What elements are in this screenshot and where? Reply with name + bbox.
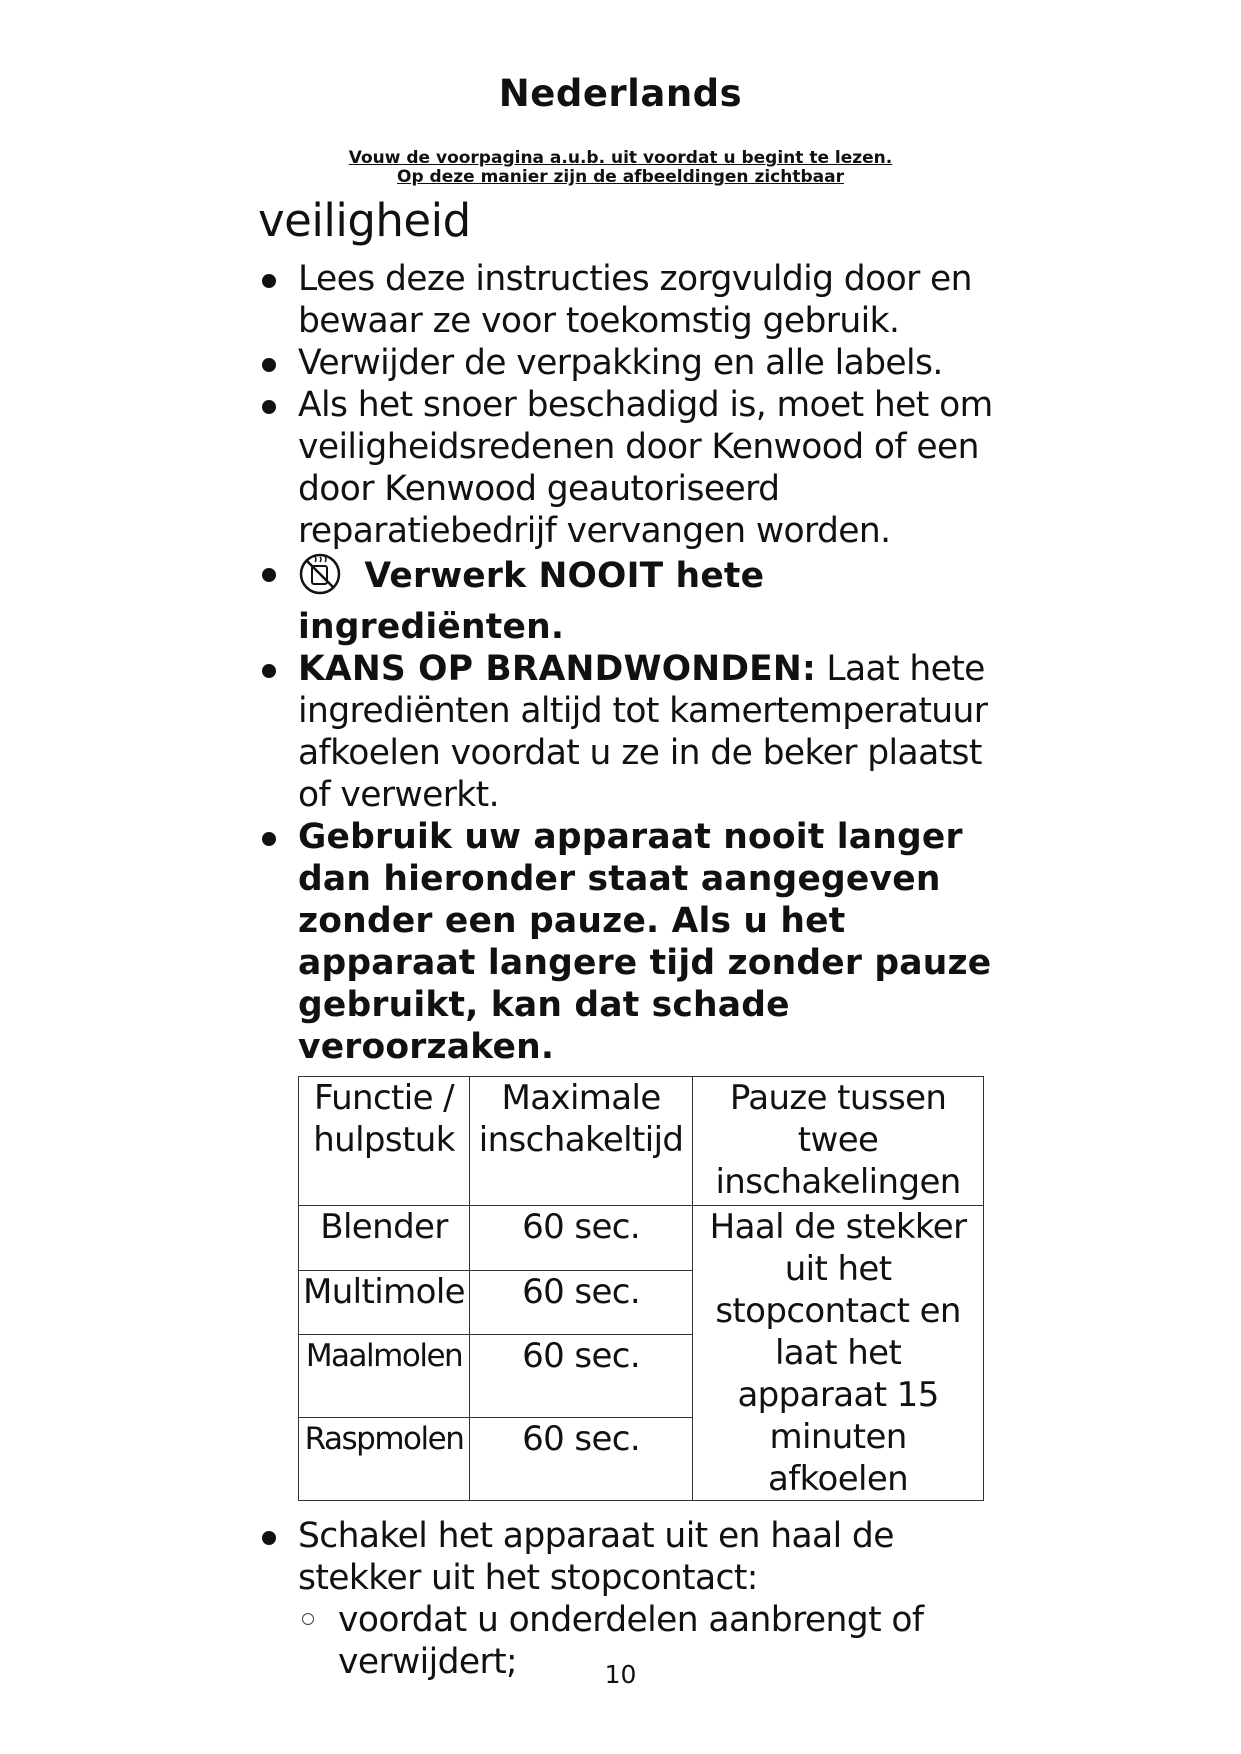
- list-item: [258, 816, 998, 1068]
- cell-time: 60 sec.: [470, 1270, 693, 1335]
- table-header-row: [299, 1077, 984, 1206]
- list-item: [258, 258, 998, 342]
- language-title: Nederlands: [498, 72, 743, 115]
- bullet-icon: [262, 274, 276, 288]
- list-item: [258, 384, 998, 552]
- sub-bullet-text: voordat u onderdelen aanbrengt of verwijdert;: [338, 1600, 924, 1682]
- bullet-text: Lees deze instructies zorgvuldig door en bewaar ze voor toekomstig gebruik.: [298, 259, 972, 341]
- column-header-function: Functie / hulpstuk: [299, 1077, 470, 1206]
- cell-function: Raspmolen: [299, 1418, 470, 1501]
- cell-function: Blender: [299, 1206, 470, 1271]
- list-item: [258, 1515, 998, 1683]
- bullet-text: Als het snoer beschadigd is, moet het om veiligheidsredenen door Kenwood of een door Kenwood geautoriseerd reparatiebedrijf vervangen worden.: [298, 385, 993, 551]
- list-item: [258, 342, 998, 384]
- page-number: 10: [604, 1660, 637, 1689]
- section-title: veiligheid: [258, 194, 471, 247]
- bullet-icon: [262, 832, 276, 846]
- bullet-text: Schakel het apparaat uit en haal de stekker uit het stopcontact:: [298, 1516, 894, 1598]
- operating-time-table-wrapper: [298, 1076, 998, 1501]
- bullet-icon: [262, 358, 276, 372]
- cell-time: 60 sec.: [470, 1418, 693, 1501]
- no-hot-ingredients-icon: [298, 552, 342, 606]
- bullet-text: Laat hete ingrediënten altijd tot kamertemperatuur afkoelen voordat u ze in de beker plaatst of verwerkt.: [298, 649, 988, 815]
- safety-list: [258, 258, 998, 1683]
- cell-time: 60 sec.: [470, 1335, 693, 1418]
- bullet-text-bold: Verwerk NOOIT hete ingrediënten.: [298, 556, 765, 647]
- bullet-icon: [262, 664, 276, 678]
- cell-function: Multimole: [299, 1270, 470, 1335]
- burn-warning-label: KANS OP BRANDWONDEN:: [298, 649, 816, 689]
- cell-function: Maalmolen: [299, 1335, 470, 1418]
- list-item: [258, 552, 998, 648]
- operating-time-table: [298, 1076, 984, 1501]
- bullet-text-bold: Gebruik uw apparaat nooit langer dan hieronder staat aangegeven zonder een pauze. Als u het apparaat langere tijd zonder pauze gebruikt, kan dat schade veroorzaken.: [298, 817, 992, 1067]
- bullet-icon: [262, 1531, 276, 1545]
- column-header-max-time: Maximale inschakeltijd: [470, 1077, 693, 1206]
- bullet-icon: [262, 568, 276, 582]
- cell-pause: Haal de stekker uit het stopcontact en laat het apparaat 15 minuten afkoelen: [693, 1206, 984, 1501]
- hollow-bullet-icon: [302, 1613, 314, 1625]
- bullet-icon: [262, 400, 276, 414]
- table-row: [299, 1206, 984, 1271]
- fold-notice-line-2: Op deze manier zijn de afbeeldingen zichtbaar: [397, 167, 844, 187]
- column-header-pause: Pauze tussen twee inschakelingen: [693, 1077, 984, 1206]
- bullet-text: Verwijder de verpakking en alle labels.: [298, 343, 943, 383]
- fold-notice-line-1: Vouw de voorpagina a.u.b. uit voordat u begint te lezen.: [348, 148, 893, 168]
- list-item: [258, 648, 998, 816]
- cell-time: 60 sec.: [470, 1206, 693, 1271]
